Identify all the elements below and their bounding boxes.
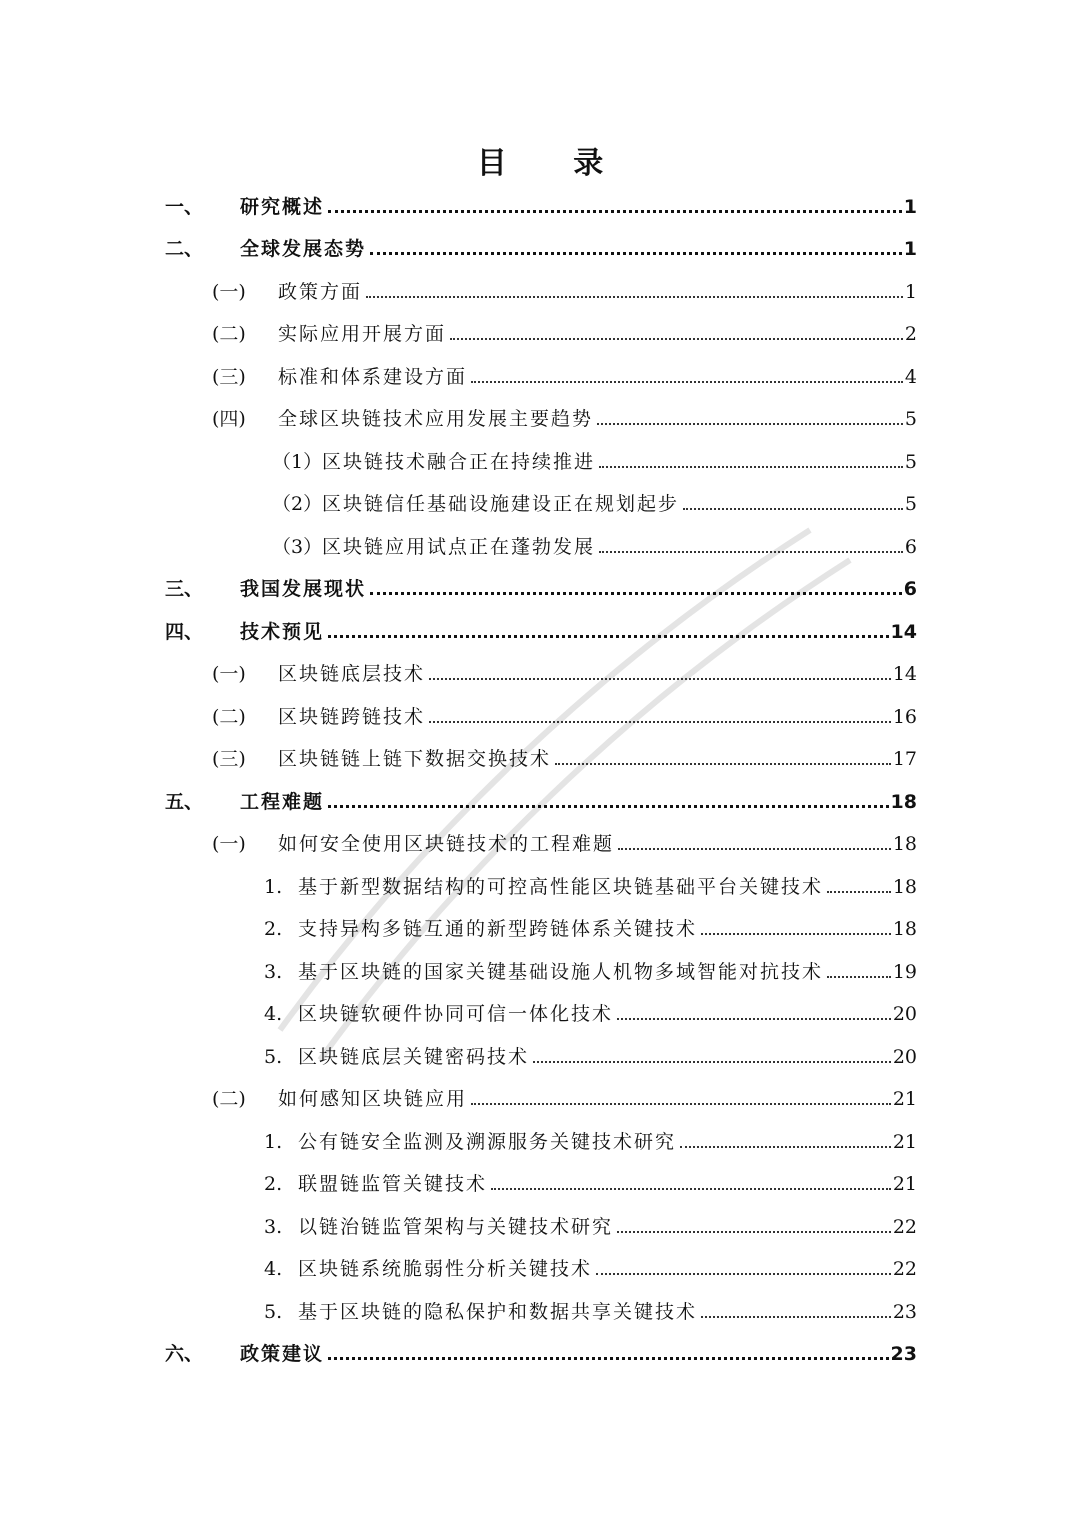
toc-leader bbox=[555, 763, 891, 765]
toc-leader bbox=[533, 1061, 891, 1063]
toc-text: 政策方面 bbox=[278, 281, 363, 303]
toc-entry[interactable] bbox=[264, 957, 917, 987]
toc-page: 5 bbox=[904, 408, 917, 430]
toc-leader bbox=[370, 592, 902, 595]
toc-number: 4. bbox=[264, 1003, 283, 1025]
toc-page: 21 bbox=[892, 1173, 917, 1195]
toc-number: (四) bbox=[212, 408, 246, 430]
toc-leader bbox=[370, 252, 902, 255]
toc-text: 如何感知区块链应用 bbox=[278, 1088, 468, 1110]
toc-leader bbox=[328, 635, 889, 638]
toc-page: 4 bbox=[904, 366, 917, 388]
toc-page: 22 bbox=[892, 1258, 917, 1280]
toc-page: 16 bbox=[892, 706, 917, 728]
toc-number: 五、 bbox=[165, 791, 204, 813]
toc-number: (一) bbox=[212, 833, 246, 855]
toc-leader bbox=[366, 296, 903, 298]
toc-number: 一、 bbox=[165, 196, 204, 218]
toc-text: 区块链底层关键密码技术 bbox=[298, 1046, 530, 1068]
toc-number: （1） bbox=[272, 451, 323, 473]
toc-number: (一) bbox=[212, 281, 246, 303]
toc-leader bbox=[599, 466, 903, 468]
toc-entry[interactable] bbox=[212, 319, 917, 349]
toc-text: 政策建议 bbox=[240, 1343, 325, 1365]
toc-entry[interactable] bbox=[165, 787, 917, 817]
toc-number: (三) bbox=[212, 748, 246, 770]
toc-text: 支持异构多链互通的新型跨链体系关键技术 bbox=[298, 918, 698, 940]
toc-number: 3. bbox=[264, 1216, 283, 1238]
toc-leader bbox=[599, 551, 903, 553]
toc-page: 5 bbox=[904, 493, 917, 515]
toc-number: 5. bbox=[264, 1046, 283, 1068]
toc-entry[interactable] bbox=[272, 447, 917, 477]
toc-leader bbox=[701, 1316, 891, 1318]
toc-page: 5 bbox=[904, 451, 917, 473]
toc-page: 20 bbox=[892, 1003, 917, 1025]
toc-page: 20 bbox=[892, 1046, 917, 1068]
toc-leader bbox=[701, 933, 891, 935]
toc-number: 2. bbox=[264, 1173, 283, 1195]
toc-entry[interactable] bbox=[165, 574, 917, 604]
toc-text: 我国发展现状 bbox=[240, 578, 367, 600]
toc-text: 全球区块链技术应用发展主要趋势 bbox=[278, 408, 594, 430]
toc-entry[interactable] bbox=[264, 1169, 917, 1199]
toc-leader bbox=[471, 1103, 891, 1105]
toc-page: 1 bbox=[903, 238, 917, 260]
toc-entry[interactable] bbox=[212, 744, 917, 774]
toc-text: 区块链软硬件协同可信一体化技术 bbox=[298, 1003, 614, 1025]
toc-entry[interactable] bbox=[272, 489, 917, 519]
toc-page: 6 bbox=[903, 578, 917, 600]
toc-number: 三、 bbox=[165, 578, 204, 600]
toc-page: 22 bbox=[892, 1216, 917, 1238]
toc-entry[interactable] bbox=[264, 914, 917, 944]
toc-leader bbox=[618, 848, 891, 850]
toc-text: 基于区块链的隐私保护和数据共享关键技术 bbox=[298, 1301, 698, 1323]
toc-page: 17 bbox=[892, 748, 917, 770]
toc-leader bbox=[328, 210, 902, 213]
toc-entry[interactable] bbox=[165, 617, 917, 647]
toc-text: 全球发展态势 bbox=[240, 238, 367, 260]
toc-entry[interactable] bbox=[212, 404, 917, 434]
toc-leader bbox=[429, 721, 891, 723]
toc-page: 18 bbox=[890, 791, 917, 813]
toc-leader bbox=[827, 891, 891, 893]
toc-entry[interactable] bbox=[212, 277, 917, 307]
toc-entry[interactable] bbox=[264, 1212, 917, 1242]
toc-page: 18 bbox=[892, 833, 917, 855]
toc-text: 联盟链监管关键技术 bbox=[298, 1173, 488, 1195]
toc-page: 21 bbox=[892, 1088, 917, 1110]
toc-entry[interactable] bbox=[264, 999, 917, 1029]
toc-text: 以链治链监管架构与关键技术研究 bbox=[298, 1216, 614, 1238]
toc-leader bbox=[429, 678, 891, 680]
toc-page: 2 bbox=[904, 323, 917, 345]
toc-entry[interactable] bbox=[165, 192, 917, 222]
toc-number: 六、 bbox=[165, 1343, 204, 1365]
toc-page: 18 bbox=[892, 918, 917, 940]
toc-entry[interactable] bbox=[165, 234, 917, 264]
toc-leader bbox=[683, 508, 903, 510]
toc-text: 标准和体系建设方面 bbox=[278, 366, 468, 388]
toc-leader bbox=[491, 1188, 891, 1190]
toc-leader bbox=[471, 381, 903, 383]
toc-page: 23 bbox=[890, 1343, 917, 1365]
toc-page: 18 bbox=[892, 876, 917, 898]
page-title: 目 录 bbox=[476, 146, 632, 181]
toc-text: 区块链链上链下数据交换技术 bbox=[278, 748, 552, 770]
toc-leader bbox=[328, 1357, 889, 1360]
toc-page: 1 bbox=[903, 196, 917, 218]
toc-text: 基于新型数据结构的可控高性能区块链基础平台关键技术 bbox=[298, 876, 824, 898]
toc-leader bbox=[597, 423, 903, 425]
toc-number: 二、 bbox=[165, 238, 204, 260]
toc-number: （3） bbox=[272, 536, 323, 558]
toc-number: 5. bbox=[264, 1301, 283, 1323]
toc-text: 工程难题 bbox=[240, 791, 325, 813]
toc-number: (二) bbox=[212, 706, 246, 728]
toc-number: 3. bbox=[264, 961, 283, 983]
toc-text: 如何安全使用区块链技术的工程难题 bbox=[278, 833, 615, 855]
toc-text: 技术预见 bbox=[240, 621, 325, 643]
toc-page: 19 bbox=[892, 961, 917, 983]
toc-entry[interactable] bbox=[212, 659, 917, 689]
toc-entry[interactable] bbox=[264, 1297, 917, 1327]
toc-entry[interactable] bbox=[165, 1339, 917, 1369]
toc-number: (三) bbox=[212, 366, 246, 388]
toc-entry[interactable] bbox=[212, 362, 917, 392]
toc-number: 4. bbox=[264, 1258, 283, 1280]
toc-number: (二) bbox=[212, 1088, 246, 1110]
toc-text: 区块链信任基础设施建设正在规划起步 bbox=[322, 493, 680, 515]
toc-page: 6 bbox=[904, 536, 917, 558]
toc-text: 实际应用开展方面 bbox=[278, 323, 447, 345]
toc-entry[interactable] bbox=[272, 532, 917, 562]
toc-leader bbox=[827, 976, 891, 978]
toc-text: 基于区块链的国家关键基础设施人机物多域智能对抗技术 bbox=[298, 961, 824, 983]
toc-text: 区块链技术融合正在持续推进 bbox=[322, 451, 596, 473]
toc-number: (二) bbox=[212, 323, 246, 345]
toc-page: 23 bbox=[892, 1301, 917, 1323]
toc-leader bbox=[450, 338, 903, 340]
toc-entry[interactable] bbox=[264, 1254, 917, 1284]
toc-number: (一) bbox=[212, 663, 246, 685]
toc-page: 14 bbox=[892, 663, 917, 685]
toc-leader bbox=[680, 1146, 891, 1148]
toc-page: 14 bbox=[890, 621, 917, 643]
toc-entry[interactable] bbox=[212, 702, 917, 732]
toc-page: 1 bbox=[904, 281, 917, 303]
toc-entry[interactable] bbox=[264, 1127, 917, 1157]
toc-page: 21 bbox=[892, 1131, 917, 1153]
toc-number: 四、 bbox=[165, 621, 204, 643]
toc-number: （2） bbox=[272, 493, 323, 515]
toc-text: 公有链安全监测及溯源服务关键技术研究 bbox=[298, 1131, 677, 1153]
toc-leader bbox=[617, 1018, 891, 1020]
toc-number: 1. bbox=[264, 1131, 283, 1153]
toc-entry[interactable] bbox=[212, 1084, 917, 1114]
toc-leader bbox=[328, 805, 889, 808]
toc-leader bbox=[596, 1273, 891, 1275]
toc-text: 研究概述 bbox=[240, 196, 325, 218]
toc-text: 区块链底层技术 bbox=[278, 663, 426, 685]
toc-number: 2. bbox=[264, 918, 283, 940]
toc-text: 区块链跨链技术 bbox=[278, 706, 426, 728]
toc-entry[interactable] bbox=[264, 872, 917, 902]
toc-text: 区块链应用试点正在蓬勃发展 bbox=[322, 536, 596, 558]
toc-number: 1. bbox=[264, 876, 283, 898]
toc-text: 区块链系统脆弱性分析关键技术 bbox=[298, 1258, 593, 1280]
toc-leader bbox=[617, 1231, 891, 1233]
toc-entry[interactable] bbox=[212, 829, 917, 859]
toc-entry[interactable] bbox=[264, 1042, 917, 1072]
